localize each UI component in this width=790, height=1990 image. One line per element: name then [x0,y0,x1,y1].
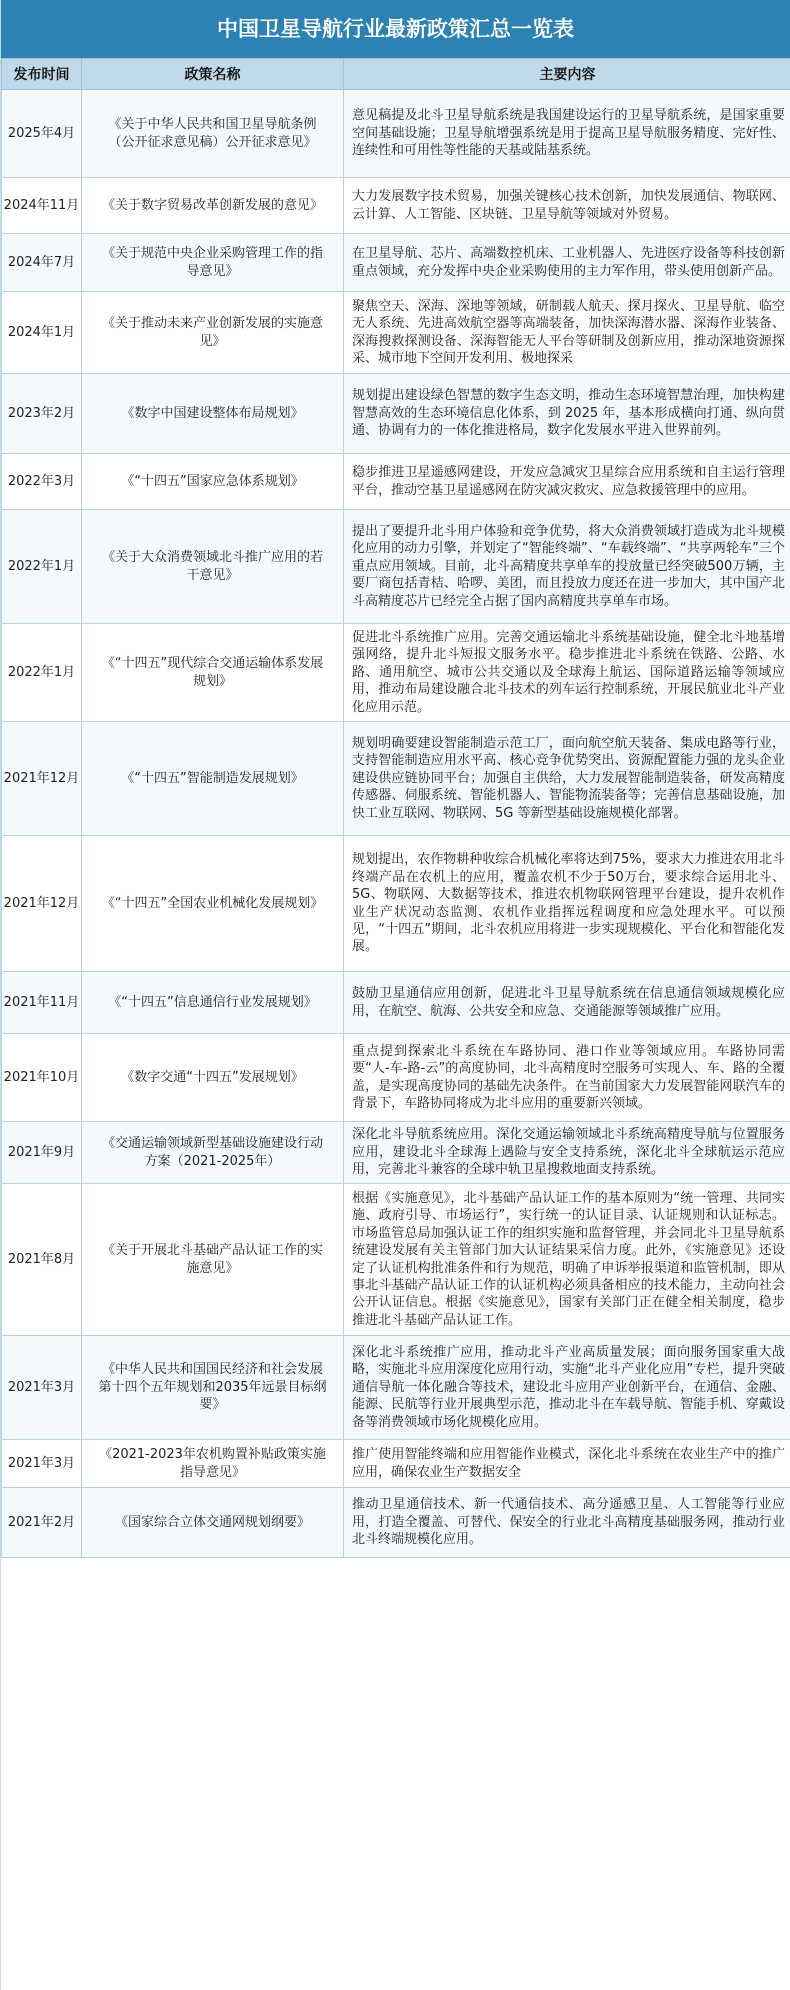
table-row [2,234,790,292]
date-cell [2,1488,82,1558]
main-content-cell [344,1488,790,1558]
table-row [2,510,790,624]
table-row [2,374,790,454]
main-content-cell [344,624,790,722]
policy-name-cell [82,178,344,234]
main-content-cell-text: 重点提到探索北斗系统在车路协同、港口作业等领域应用。车路协同需要“人-车-路-云”的高度协同，北斗高精度时空服务可实现人、车、路的全覆盖，是实现高度协同的基础先决条件。在当前国家大力发展智能网联汽车的背景下，车路协同将成为北斗应用的重要新兴领域。 [352,1043,785,1111]
date-cell-text: 2021年3月 [7,1455,76,1471]
table-row [2,90,790,178]
main-content-cell-text: 意见稿提及北斗卫星导航系统是我国建设运行的卫星导航系统，是国家重要空间基础设施；卫星导航增强系统是用于提高卫星导航服务精度、完好性、连续性和可用性等性能的天基或陆基系统。 [352,108,785,159]
main-content-cell [344,292,790,374]
date-cell-text: 2023年2月 [7,405,76,421]
date-cell [2,292,82,374]
main-content-cell [344,1184,790,1336]
table-row [2,836,790,972]
main-content-cell [344,1034,790,1122]
main-content-cell-text: 深化北斗导航系统应用。深化交通运输领域北斗系统高精度导航与位置服务应用，建设北斗全球海上遇险与安全支持系统，深化北斗全球航运示范应用，完善北斗兼容的全球中轨卫星搜救地面支持系统。 [352,1127,785,1178]
policy-table [1,58,790,1558]
main-content-cell [344,1440,790,1488]
table-row [2,1034,790,1122]
policy-name-cell [82,510,344,624]
main-content-cell [344,722,790,836]
policy-name-cell [82,1336,344,1440]
policy-name-cell [82,90,344,178]
table-row [2,1184,790,1336]
main-content-cell [344,1336,790,1440]
policy-name-cell [82,972,344,1034]
main-content-cell-text: 深化北斗系统推广应用，推动北斗产业高质量发展；面向服务国家重大战略，实施北斗应用深度化应用行动，实施“北斗产业化应用”专栏，提升突破通信导航一体化融合等技术，建设北斗应用产业创新平台，在通信、金融、能源、民航等行业开展典型示范，推动北斗在车载导航、智能手机、穿戴设备等消费领域市场化规模化应用。 [352,1344,785,1430]
date-cell [2,1034,82,1122]
date-cell [2,90,82,178]
policy-name-cell-text: 《“十四五”现代综合交通运输体系发展规划》 [101,656,324,689]
policy-name-cell-text: 《“十四五”信息通信行业发展规划》 [108,994,317,1010]
date-cell-text: 2021年10月 [3,1069,80,1085]
main-content-cell-text: 推动卫星通信技术、新一代通信技术、高分遥感卫星、人工智能等行业应用，打造全覆盖、可替代、保安全的行业北斗高精度基础服务网，推动行业北斗终端规模化应用。 [352,1497,785,1548]
main-content-cell-text: 促进北斗系统推广应用。完善交通运输北斗系统基础设施，健全北斗地基增强网络，提升北斗短报文服务水平。稳步推进北斗系统在铁路、公路、水路、通用航空、城市公共交通以及全球海上航运、国际道路运输等领域应用，推动布局建设融合北斗技术的列车运行控制系统，开展民航业北斗产业化应用示范。 [352,629,785,715]
policy-name-cell [82,1034,344,1122]
table-row [2,624,790,722]
main-content-cell-text: 规划提出，农作物耕种收综合机械化率将达到75%，要求大力推进农用北斗终端产品在农机上的应用，覆盖农机不少于50万台，要求综合运用北斗、5G、物联网、大数据等技术，推进农机物联网管理平台建设，提升农机作业生产状况动态监测、农机作业指挥远程调度和应急处理水平。可以预见，“十四五”期间，北斗农机应用将进一步实现规模化、平台化和智能化发展。 [352,852,785,955]
table-row [2,1488,790,1558]
date-cell-text: 2022年1月 [7,664,76,680]
date-cell-text: 2021年2月 [7,1514,76,1530]
policy-name-cell-text: 《2021-2023年农机购置补贴政策实施指导意见》 [99,1447,326,1480]
policy-name-cell [82,1184,344,1336]
date-cell-text: 2022年1月 [7,558,76,574]
table-row [2,972,790,1034]
policy-name-cell-text: 《数字交通“十四五”发展规划》 [121,1069,304,1085]
main-content-cell-text: 推广使用智能终端和应用智能作业模式，深化北斗系统在农业生产中的推广应用，确保农业生产数据安全 [352,1447,785,1480]
policy-name-cell-text: 《数字中国建设整体布局规划》 [121,405,304,421]
date-cell-text: 2022年3月 [7,473,76,489]
date-cell-text: 2025年4月 [7,125,76,141]
date-cell [2,836,82,972]
main-content-cell-text: 聚焦空天、深海、深地等领域，研制载人航天、探月探火、卫星导航、临空无人系统、先进高效航空器等高端装备，加快深海潜水器、深海作业装备、深海搜救探测设备、深海智能无人平台等研制及创新应用，推动深地资源探采、城市地下空间开发利用、极地探采 [352,298,785,366]
policy-name-cell [82,234,344,292]
date-cell-text: 2024年11月 [3,197,80,213]
date-cell-text: 2021年12月 [3,770,80,786]
header-content: 主要内容 [344,59,790,90]
main-content-cell [344,90,790,178]
policy-name-cell [82,836,344,972]
table-row [2,1122,790,1184]
table-body [2,90,790,1558]
table-title: 中国卫星导航行业最新政策汇总一览表 [1,0,790,58]
date-cell-text: 2021年9月 [7,1144,76,1160]
main-content-cell-text: 规划提出建设绿色智慧的数字生态文明，推动生态环境智慧治理，加快构建智慧高效的生态环境信息化体系，到 2025 年，基本形成横向打通、纵向贯通、协调有力的一体化推进格局，数字化发展水平进入世界前列。 [352,388,785,439]
date-cell-text: 2021年11月 [3,994,80,1010]
date-cell [2,972,82,1034]
main-content-cell-text: 提出了要提升北斗用户体验和竞争优势，将大众消费领域打造成为北斗规模化应用的动力引擎，并划定了“智能终端”、“车载终端”、“共享两轮车”三个重点应用领域。目前，北斗高精度共享单车的投放量已经突破500万辆，主要厂商包括青桔、哈啰、美团，而且投放力度还在进一步加大，其中国产北斗高精度芯片已经完全占据了国内高精度共享单车市场。 [352,523,785,609]
policy-name-cell-text: 《“十四五”智能制造发展规划》 [121,770,304,786]
main-content-cell-text: 鼓励卫星通信应用创新，促进北斗卫星导航系统在信息通信领域规模化应用，在航空、航海、公共安全和应急、交通能源等领域推广应用。 [352,986,785,1019]
date-cell-text: 2021年3月 [7,1379,76,1395]
date-cell [2,454,82,510]
main-content-cell [344,234,790,292]
policy-name-cell [82,1122,344,1184]
header-date: 发布时间 [2,59,82,90]
policy-name-cell [82,1440,344,1488]
date-cell [2,374,82,454]
date-cell-text: 2021年8月 [7,1251,76,1267]
date-cell [2,234,82,292]
main-content-cell [344,510,790,624]
policy-name-cell-text: 《关于大众消费领域北斗推广应用的若干意见》 [101,550,323,583]
date-cell [2,722,82,836]
policy-name-cell [82,292,344,374]
date-cell [2,1122,82,1184]
policy-name-cell [82,624,344,722]
policy-name-cell [82,374,344,454]
policy-name-cell-text: 《“十四五”全国农业机械化发展规划》 [101,895,324,911]
date-cell [2,624,82,722]
policy-name-cell [82,722,344,836]
date-cell [2,1336,82,1440]
main-content-cell-text: 大力发展数字技术贸易，加强关键核心技术创新，加快发展通信、物联网、云计算、人工智能、区块链、卫星导航等领域对外贸易。 [352,189,785,222]
policy-name-cell-text: 《交通运输领域新型基础设施建设行动方案（2021-2025年） [101,1136,323,1169]
main-content-cell [344,374,790,454]
policy-name-cell-text: 《国家综合立体交通网规划纲要》 [114,1514,310,1530]
policy-name-cell [82,1488,344,1558]
policy-name-cell-text: 《中华人民共和国国民经济和社会发展第十四个五年规划和2035年远景目标纲要》 [98,1362,327,1413]
table-row [2,292,790,374]
main-content-cell-text: 根据《实施意见》，北斗基础产品认证工作的基本原则为“统一管理、共同实施、政府引导、市场运行”，实行统一的认证目录、认证规则和认证标志。市场监管总局加强认证工作的组织实施和监督管理，并会同北斗卫星导航系统建设发展有关主管部门加大认证结果采信力度。此外，《实施意见》还设定了认证机构批准条件和行为规范，明确了申诉举报渠道和监管机制，即从事北斗基础产品认证工作的认证机构必须具备相应的技术能力，主动向社会公开认证信息。根据《实施意见》，国家有关部门正在健全相关制度，稳步推进北斗基础产品认证工作。 [352,1190,785,1328]
main-content-cell [344,836,790,972]
date-cell [2,178,82,234]
main-content-cell [344,454,790,510]
main-content-cell [344,1122,790,1184]
table-row [2,722,790,836]
policy-name-cell-text: 《关于推动未来产业创新发展的实施意见》 [101,316,323,349]
policy-name-cell [82,454,344,510]
policy-name-cell-text: 《关于数字贸易改革创新发展的意见》 [101,197,323,213]
date-cell [2,510,82,624]
table-row [2,1336,790,1440]
policy-name-cell-text: 《关于开展北斗基础产品认证工作的实施意见》 [101,1243,323,1276]
policy-name-cell-text: 《关于规范中央企业采购管理工作的指导意见》 [101,246,323,279]
date-cell [2,1184,82,1336]
main-content-cell-text: 稳步推进卫星遥感网建设，开发应急减灾卫星综合应用系统和自主运行管理平台，推动空基卫星遥感网在防灾减灾救灾、应急救援管理中的应用。 [352,465,785,498]
main-content-cell [344,972,790,1034]
header-name: 政策名称 [82,59,344,90]
table-row [2,1440,790,1488]
date-cell [2,1440,82,1488]
table-row [2,178,790,234]
policy-name-cell-text: 《“十四五”国家应急体系规划》 [121,473,304,489]
policy-name-cell-text: 《关于中华人民共和国卫星导航条例（公开征求意见稿）公开征求意见》 [108,117,317,150]
date-cell-text: 2024年1月 [7,324,76,340]
header-row [2,59,790,90]
table-row [2,454,790,510]
main-content-cell-text: 规划明确要建设智能制造示范工厂，面向航空航天装备、集成电路等行业，支持智能制造应用水平高、核心竞争优势突出、资源配置能力强的龙头企业建设供应链协同平台；加强自主供给，大力发展智能制造装备，研发高精度传感器、伺服系统、智能机器人、智能物流装备等；完善信息基础设施，加快工业互联网、物联网、5G 等新型基础设施规模化部署。 [352,735,785,821]
main-content-cell [344,178,790,234]
date-cell-text: 2024年7月 [7,254,76,270]
date-cell-text: 2021年12月 [3,895,80,911]
main-content-cell-text: 在卫星导航、芯片、高端数控机床、工业机器人、先进医疗设备等科技创新重点领域，充分发挥中央企业采购使用的主力军作用，带头使用创新产品。 [352,246,785,279]
